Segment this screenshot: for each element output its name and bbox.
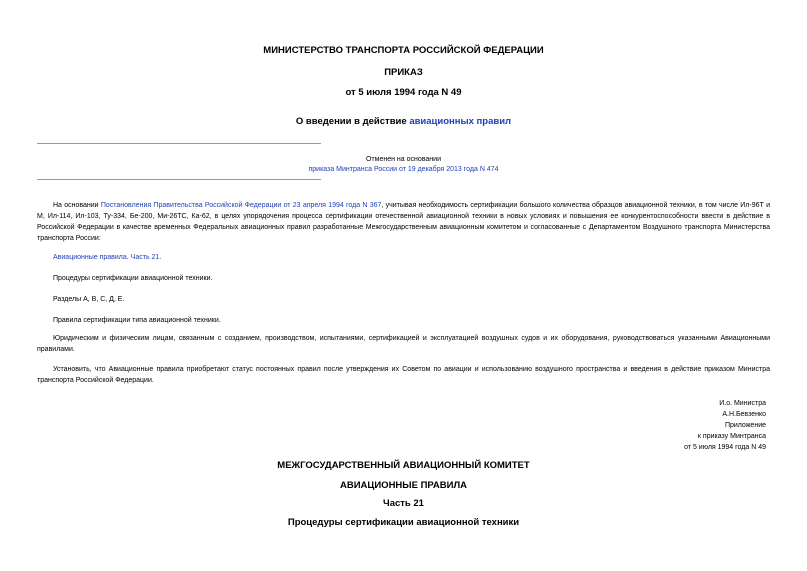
sections-text: Разделы А, В, С, Д, Е. [53,296,125,303]
type-cert-text: Правила сертификации типа авиационной техники. [53,317,221,324]
basis-start: На основании [53,202,101,209]
status-text: Установить, что Авиационные правила приобретают статус постоянных правил после утверждения их Советом по авиации и использованию воздушного пространства и введения в действие приказом Министра транспорта Российской Федерации. [37,366,770,384]
procedures-text: Процедуры сертификации авиационной техники. [53,275,213,282]
divider-bottom [37,179,321,180]
appendix-order-date: от 5 июля 1994 года N 49 [684,444,766,451]
body-paragraph-basis [37,200,770,244]
part-heading: Часть 21 [383,498,424,509]
order-heading: ПРИКАЗ [384,67,423,78]
committee-heading: МЕЖГОСУДАРСТВЕННЫЙ АВИАЦИОННЫЙ КОМИТЕТ [277,460,530,471]
signature-role: И.о. Министра [719,400,766,407]
rules-heading: АВИАЦИОННЫЕ ПРАВИЛА [340,480,467,491]
body-paragraph-procedures [37,273,770,284]
appendix-to-order: к приказу Минтранса [697,433,766,440]
ministry-heading: МИНИСТЕРСТВО ТРАНСПОРТА РОССИЙСКОЙ ФЕДЕРАЦИИ [263,45,544,56]
order-date: от 5 июля 1994 года N 49 [345,87,462,98]
body-paragraph-rules-link [37,252,770,263]
cancellation-link[interactable]: приказа Минтранса России от 19 декабря 2013 года N 474 [308,166,499,173]
body-paragraph-status [37,364,770,386]
appendix-label: Приложение [724,422,766,429]
aviation-rules-link[interactable]: Авиационные правила. Часть 21. [53,254,162,261]
body-paragraph-sections [37,294,770,305]
order-subject [0,116,807,127]
signature-name: А.Н.Бевзенко [722,411,766,418]
procedures-heading: Процедуры сертификации авиационной техники [287,517,520,528]
cancellation-note: Отменен на основании [365,156,441,163]
body-paragraph-entities [37,333,770,355]
resolution-link[interactable]: Постановления Правительства Российской Федерации от 23 апреля 1994 года N 367 [100,202,382,209]
subject-prefix: О введении в действие [295,116,410,127]
cancellation-source [0,164,807,175]
divider-top [37,143,321,144]
entities-text: Юридическим и физическим лицам, связанным с созданием, производством, испытаниями, сертификацией и эксплуатацией воздушных судов и их оборудования, руководствоваться указанными Авиационными правилами. [37,335,770,353]
body-paragraph-type-cert [37,315,770,326]
basis-rest: , учитывая необходимость сертификации большого количества образцов авиационной техники, в том числе Ил-96Т и М, Ил-114, Ил-103, Ту-334, Бе-200, Ми-26ТС, Ка-62, в целях упорядочения процесса сертификации отечественной авиационной техники в новых условиях и повышения ее конкурентоспособности ввести в действие в Российской Федерации в качестве временных Федеральных авиационных правил разработанные Межгосударственным авиационным комитетом и согласованные с Департаментом Воздушного транспорта Министерства транспорта России: [37,202,770,242]
subject-link[interactable]: авиационных правил [409,116,512,127]
